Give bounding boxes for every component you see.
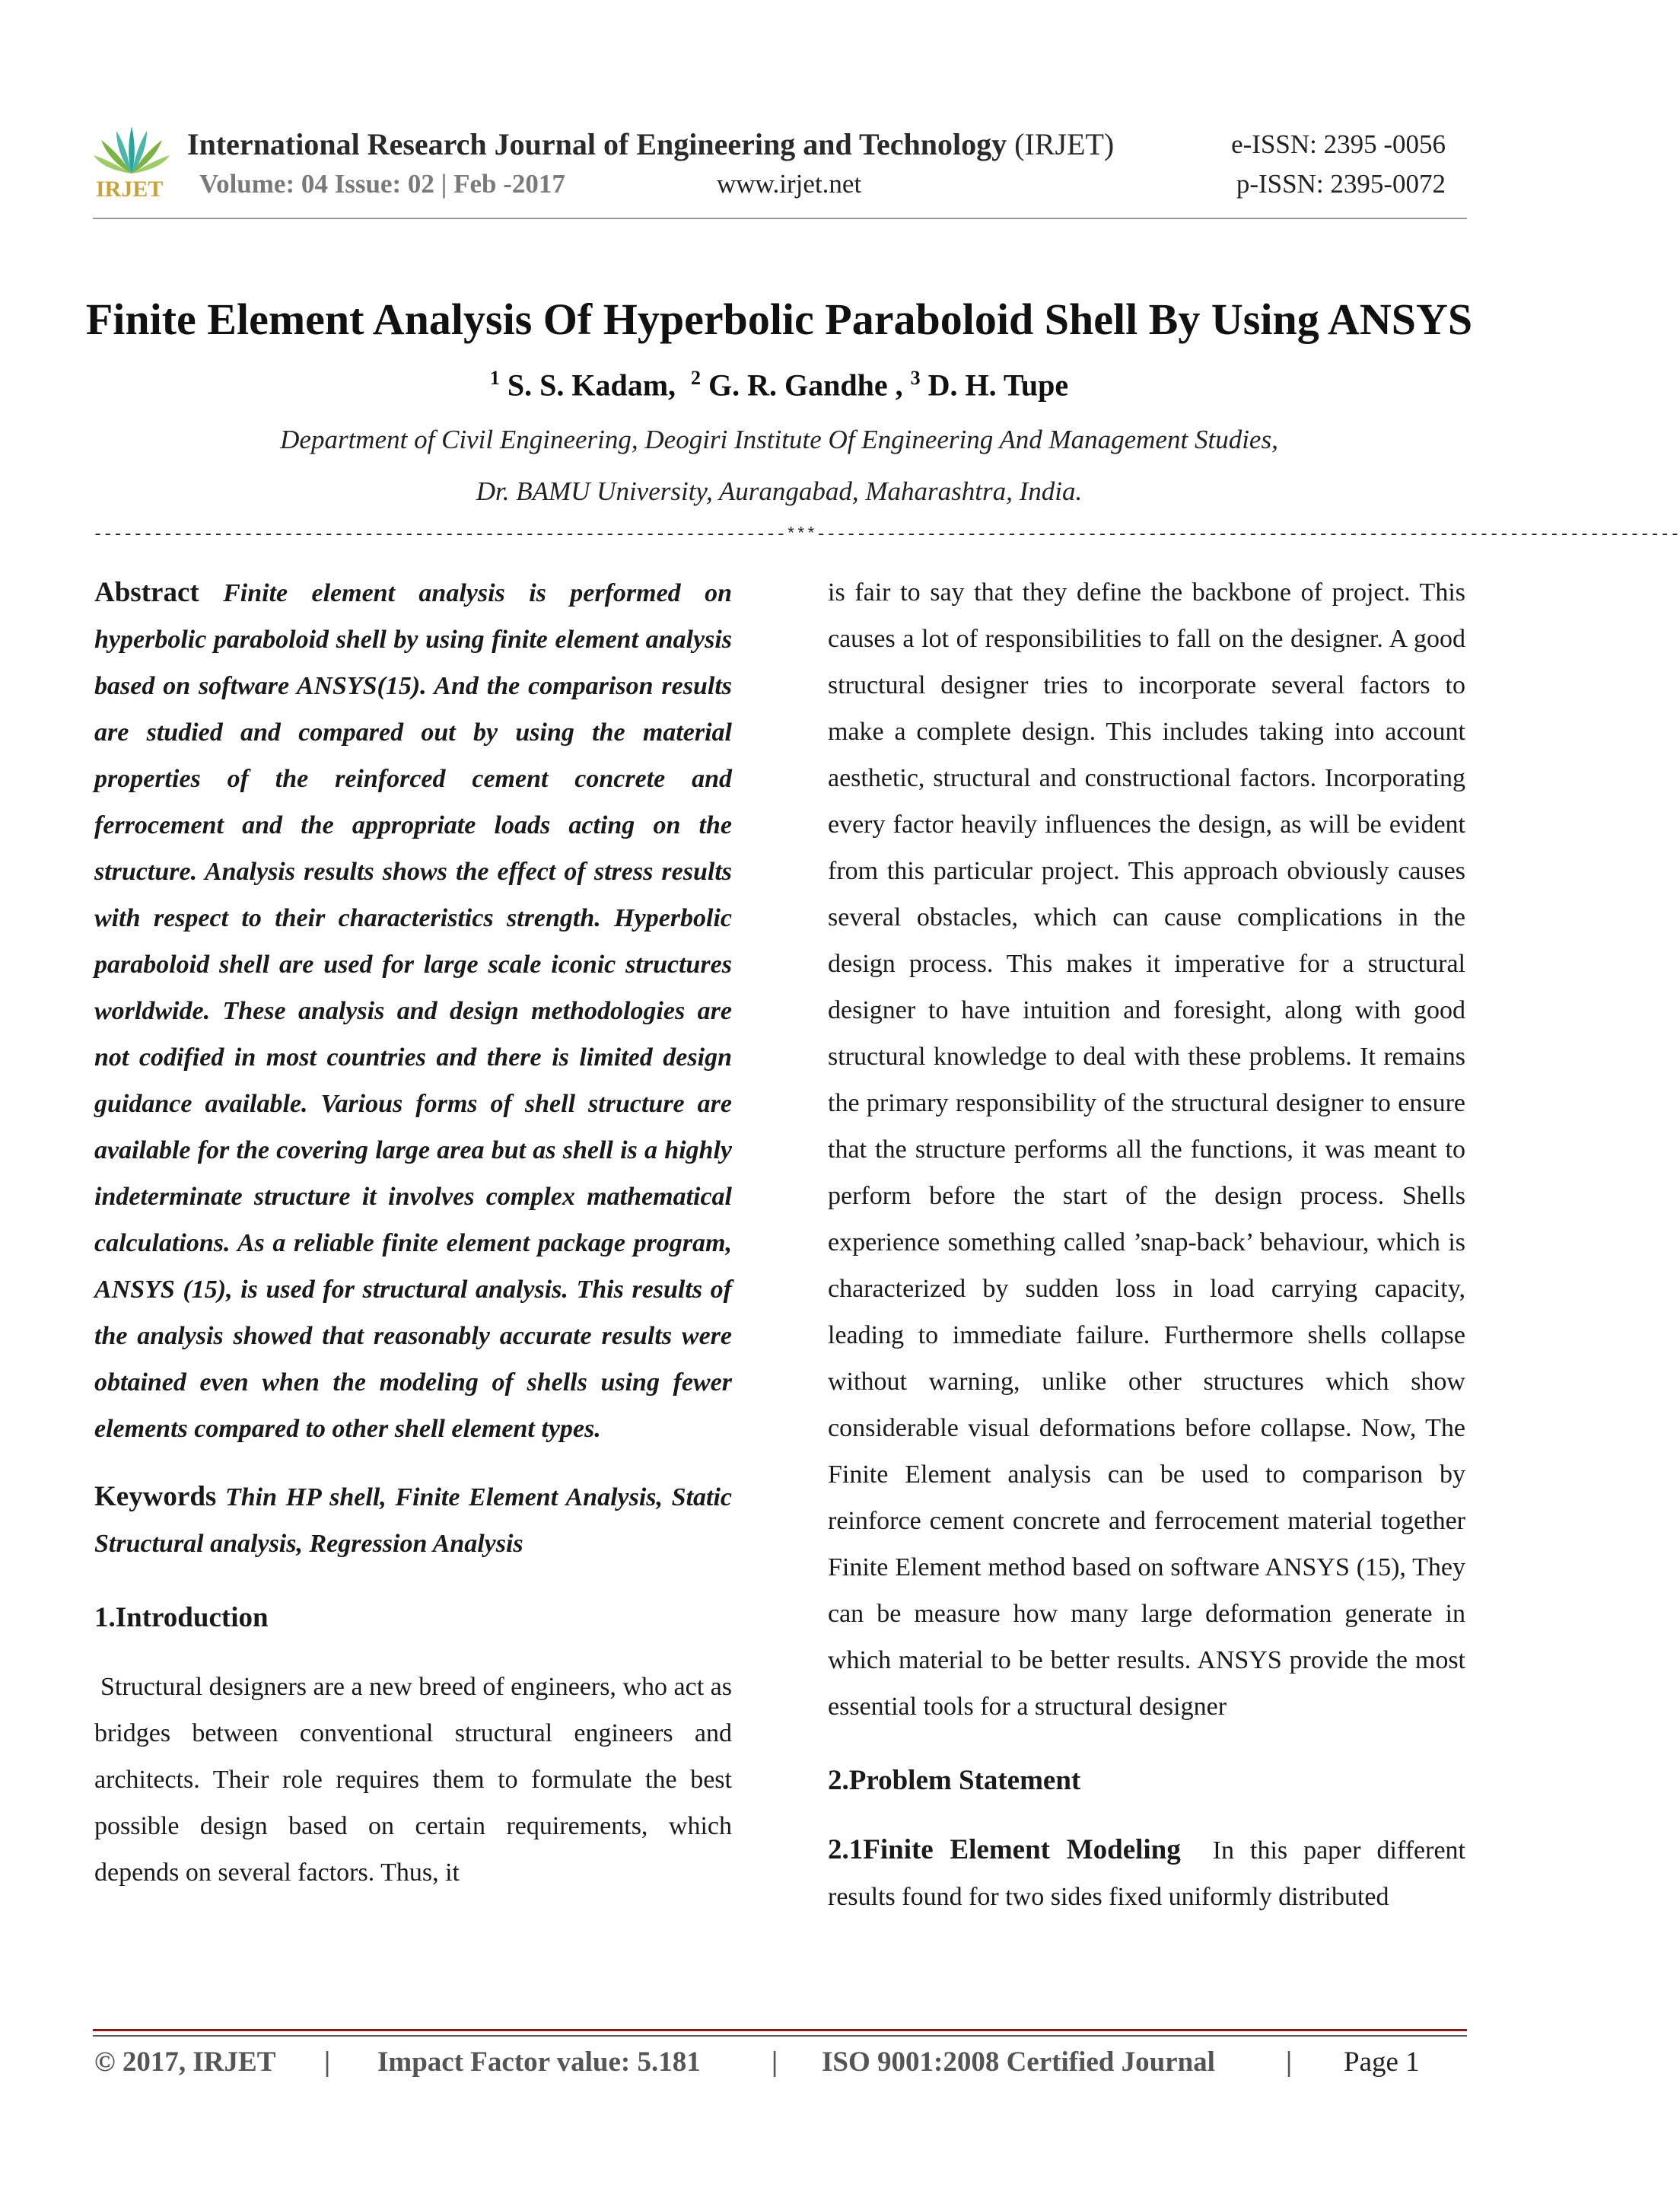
modeling-heading: 2.1Finite Element Modeling (828, 1834, 1181, 1865)
footer-separator: | (1286, 2046, 1293, 2078)
author-list (0, 367, 1558, 403)
right-column (828, 569, 1465, 1920)
keywords-text: Thin HP shell, Finite Element Analysis, Static Structural analysis, Regression Analysis (94, 1483, 732, 1558)
footer-divider-bottom (93, 2035, 1467, 2037)
left-column (94, 569, 732, 1896)
journal-website-link[interactable]: www.irjet.net (717, 169, 862, 199)
logo-text: IRJET (96, 177, 164, 202)
keywords-label: Keywords (94, 1481, 217, 1512)
page-number: Page 1 (1344, 2046, 1420, 2078)
section-separator: ---------------------------------------------------------------------***-------------------------------------------------------------------------------------- (93, 525, 1680, 544)
abstract-text: Finite element analysis is performed on hyperbolic paraboloid shell by using finite element analysis based on software ANSYS(15). And the comparison results are studied and compared out by using the material properties of the reinforced cement concrete and ferrocement and the appropriate loads acting on the structure. Analysis results shows the effect of stress results with respect to their characteristics strength. Hyperbolic paraboloid shell are used for large scale iconic structures worldwide. These analysis and design methodologies are not codified in most countries and there is limited design guidance available. Various forms of shell structure are available for the covering large area but as shell is a highly indeterminate structure it involves complex mathematical calculations. As a reliable finite element package program, ANSYS (15), is used for structural analysis. This results of the analysis showed that reasonably accurate results were obtained even when the modeling of shells using fewer elements compared to other shell element types. (94, 579, 732, 1443)
pissn: p-ISSN: 2395-0072 (1236, 169, 1446, 199)
footer-divider-top (93, 2029, 1467, 2031)
abstract (94, 569, 732, 1452)
affiliation-line-1: Department of Civil Engineering, Deogiri Institute Of Engineering And Management Studies, (280, 425, 1278, 454)
intro-paragraph: Structural designers are a new breed of engineers, who act as bridges between conventional structural engineers and architects. Their role requires them to formulate the best possible design based on certain requirements, which depends on several factors. Thus, it (94, 1673, 732, 1887)
keywords (94, 1473, 732, 1567)
iso-certification: ISO 9001:2008 Certified Journal (822, 2046, 1215, 2078)
modeling-text: In this paper different results found for two sides fixed uniformly distributed (828, 1836, 1465, 1911)
intro-heading: 1.Introduction (94, 1602, 269, 1633)
abstract-label: Abstract (94, 577, 199, 608)
intro-continued-paragraph: is fair to say that they define the backbone of project. This causes a lot of responsibilities to fall on the designer. A good structural designer tries to incorporate several factors to make a complete design. This includes taking into account aesthetic, structural and constructional factors. Incorporating every factor heavily influences the design, as will be evident from this particular project. This approach obviously causes several obstacles, which can cause complications in the design process. This makes it imperative for a structural designer to have intuition and foresight, along with good structural knowledge to deal with these problems. It remains the primary responsibility of the structural designer to ensure that the structure performs all the functions, it was meant to perform before the start of the design process. Shells experience something called ’snap-back’ behaviour, which is characterized by sudden loss in load carrying capacity, leading to immediate failure. Furthermore shells collapse without warning, unlike other structures which show considerable visual deformations before collapse. Now, The Finite Element analysis can be used to comparison by reinforce cement concrete and ferrocement material together Finite Element method based on software ANSYS (15), They can be measure how many large deformation generate in which material to be better results. ANSYS provide the most essential tools for a structural designer (828, 578, 1465, 1721)
copyright: © 2017, IRJET (94, 2046, 276, 2078)
modeling-paragraph (828, 1827, 1465, 1920)
footer-separator: | (772, 2046, 778, 2078)
author-2-number: 2 (691, 367, 702, 389)
journal-title (187, 126, 1114, 162)
problem-statement-heading: 2.Problem Statement (828, 1765, 1081, 1796)
eissn: e-ISSN: 2395 -0056 (1231, 129, 1446, 159)
author-1-name: S. S. Kadam, (507, 368, 676, 403)
journal-abbr: (IRJET) (1014, 127, 1115, 161)
header-divider (93, 218, 1467, 219)
journal-logo (90, 113, 173, 202)
author-3-name: D. H. Tupe (928, 368, 1069, 403)
author-1-number: 1 (489, 367, 500, 389)
footer-separator: | (324, 2046, 331, 2078)
journal-name: International Research Journal of Engineering and Technology (187, 127, 1007, 161)
author-3-number: 3 (910, 367, 921, 389)
volume-issue: Volume: 04 Issue: 02 | Feb -2017 (199, 169, 565, 199)
affiliation-line-2: Dr. BAMU University, Aurangabad, Maharashtra, India. (476, 476, 1083, 506)
impact-factor: Impact Factor value: 5.181 (377, 2046, 701, 2078)
author-2-name: G. R. Gandhe , (708, 368, 903, 403)
paper-title: Finite Element Analysis Of Hyperbolic Paraboloid Shell By Using ANSYS (85, 295, 1473, 344)
